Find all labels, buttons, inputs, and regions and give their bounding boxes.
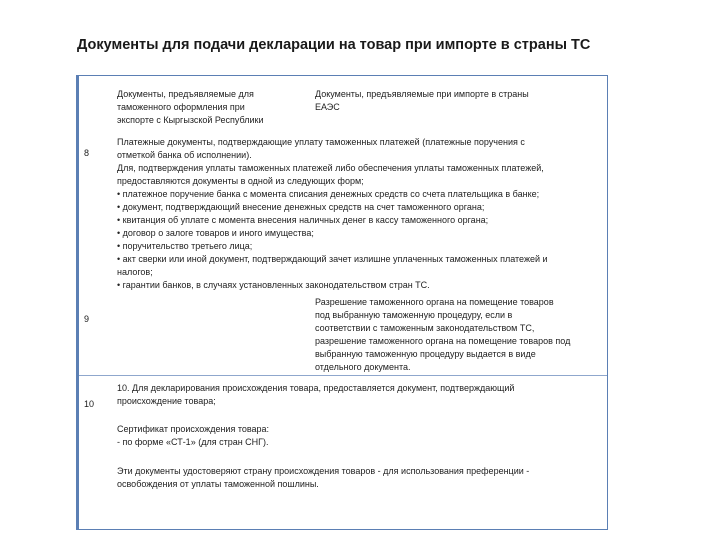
row-text-line: выбранную таможенную процедуру выдается в виде	[315, 349, 536, 359]
row-text-line: Для, подтверждения уплаты таможенных платежей либо обеспечения уплаты таможенных платежей,	[117, 163, 544, 173]
documents-table	[76, 75, 608, 530]
row-text-line: Эти документы удостоверяют страну происхождения товаров - для использования преференции -	[117, 466, 530, 476]
row-text-line: • документ, подтверждающий внесение денежных средств на счет таможенного органа;	[117, 202, 485, 212]
row-text-line: Сертификат происхождения товара:	[117, 424, 270, 434]
row-text-line: разрешение таможенного органа на помещение товаров под	[315, 336, 571, 346]
row-text-line: предоставляются документы в одной из следующих форм;	[117, 176, 364, 186]
row-text-line: отметкой банка об исполнении).	[117, 150, 252, 160]
header-import-line: ЕАЭС	[315, 102, 340, 112]
row-text-line: • гарантии банков, в случаях установленных законодательством стран ТС.	[117, 280, 430, 290]
row-text-line: соответствии с таможенным законодательством ТС,	[315, 323, 535, 333]
row-number: 9	[84, 314, 90, 324]
row-text-line: под выбранную таможенную процедуру, если в	[315, 310, 513, 320]
row-number: 10	[84, 399, 95, 409]
header-export-line: таможенного оформления при	[117, 102, 245, 112]
header-import-line: Документы, предъявляемые при импорте в страны	[315, 89, 529, 99]
row-text-line: Разрешение таможенного органа на помещение товаров	[315, 297, 554, 307]
row-text-line: происхождение товара;	[117, 396, 216, 406]
row-text-line: • акт сверки или иной документ, подтверждающий зачет излишне уплаченных таможенных платежей и	[117, 254, 548, 264]
row-text-line: • квитанция об уплате с момента внесения наличных денег в кассу таможенного органа;	[117, 215, 489, 225]
row-text-line: 10. Для декларирования происхождения товара, предоставляется документ, подтверждающий	[117, 383, 515, 393]
row-text-line: • платежное поручение банка с момента списания денежных средств со счета плательщика в банке;	[117, 189, 540, 199]
row-text-line: налогов;	[117, 267, 153, 277]
header-export-line: Документы, предъявляемые для	[117, 89, 254, 99]
row-text-line: - по форме «СТ-1» (для стран СНГ).	[117, 437, 269, 447]
page-title: Документы для подачи декларации на товар при импорте в страны ТС	[77, 37, 591, 53]
row-text-line: отдельного документа.	[315, 362, 411, 372]
row-text-line: • договор о залоге товаров и иного имущества;	[117, 228, 314, 238]
row-text-line: Платежные документы, подтверждающие уплату таможенных платежей (платежные поручения с	[117, 137, 525, 147]
header-export-line: экспорте с Кыргызской Республики	[117, 115, 264, 125]
row-text-line: • поручительство третьего лица;	[117, 241, 253, 251]
row-text-line: освобождения от уплаты таможенной пошлины.	[117, 479, 319, 489]
row-number: 8	[84, 148, 90, 158]
row-divider	[79, 375, 607, 376]
